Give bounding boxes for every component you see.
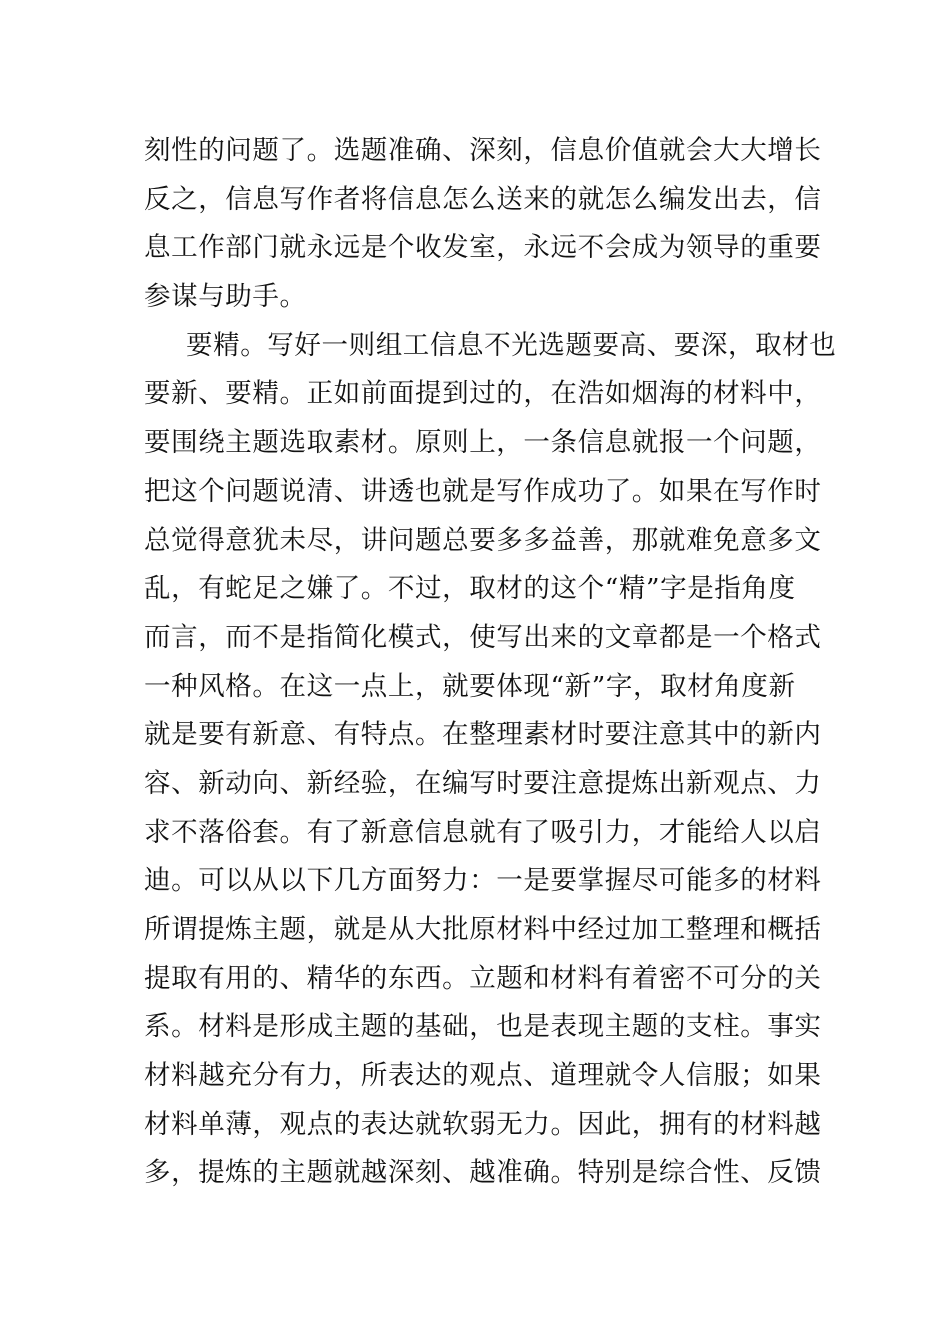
- text-line: 要围绕主题选取素材。原则上，一条信息就报一个问题，: [144, 427, 822, 459]
- paragraph-start-line: 要精。写好一则组工信息不光选题要高、要深，取材也: [186, 329, 837, 361]
- text-line: 而言，而不是指简化模式，使写出来的文章都是一个格式: [144, 621, 822, 653]
- text-line: 乱，有蛇足之嫌了。不过，取材的这个“精”字是指角度: [144, 573, 796, 605]
- text-line: 反之，信息写作者将信息怎么送来的就怎么编发出去，信: [144, 183, 822, 215]
- text-line: 一种风格。在这一点上，就要体现“新”字，取材角度新: [144, 670, 796, 702]
- text-line: 就是要有新意、有特点。在整理素材时要注意其中的新内: [144, 719, 822, 751]
- text-line: 要新、要精。正如前面提到过的，在浩如烟海的材料中，: [144, 378, 822, 410]
- text-line: 把这个问题说清、讲透也就是写作成功了。如果在写作时: [144, 475, 822, 507]
- body-text: [144, 127, 837, 1198]
- text-line: 提取有用的、精华的东西。立题和材料有着密不可分的关: [144, 962, 822, 994]
- text-line: 求不落俗套。有了新意信息就有了吸引力，才能给人以启: [144, 816, 822, 848]
- text-line: 材料单薄，观点的表达就软弱无力。因此，拥有的材料越: [144, 1108, 822, 1140]
- text-line: 迪。可以从以下几方面努力：一是要掌握尽可能多的材料: [144, 865, 822, 897]
- text-line: 多，提炼的主题就越深刻、越准确。特别是综合性、反馈: [144, 1157, 822, 1189]
- text-line: 材料越充分有力，所表达的观点、道理就令人信服；如果: [144, 1060, 822, 1092]
- text-line: 系。材料是形成主题的基础，也是表现主题的支柱。事实: [144, 1011, 822, 1043]
- text-line: 总觉得意犹未尽，讲问题总要多多益善，那就难免意多文: [144, 524, 822, 556]
- text-line: 容、新动向、新经验，在编写时要注意提炼出新观点、力: [144, 767, 822, 799]
- text-line: 所谓提炼主题，就是从大批原材料中经过加工整理和概括: [144, 914, 822, 945]
- text-line: 息工作部门就永远是个收发室，永远不会成为领导的重要: [144, 232, 822, 264]
- text-line: 刻性的问题了。选题准确、深刻，信息价值就会大大增长: [144, 135, 822, 166]
- text-line: 参谋与助手。: [144, 281, 307, 313]
